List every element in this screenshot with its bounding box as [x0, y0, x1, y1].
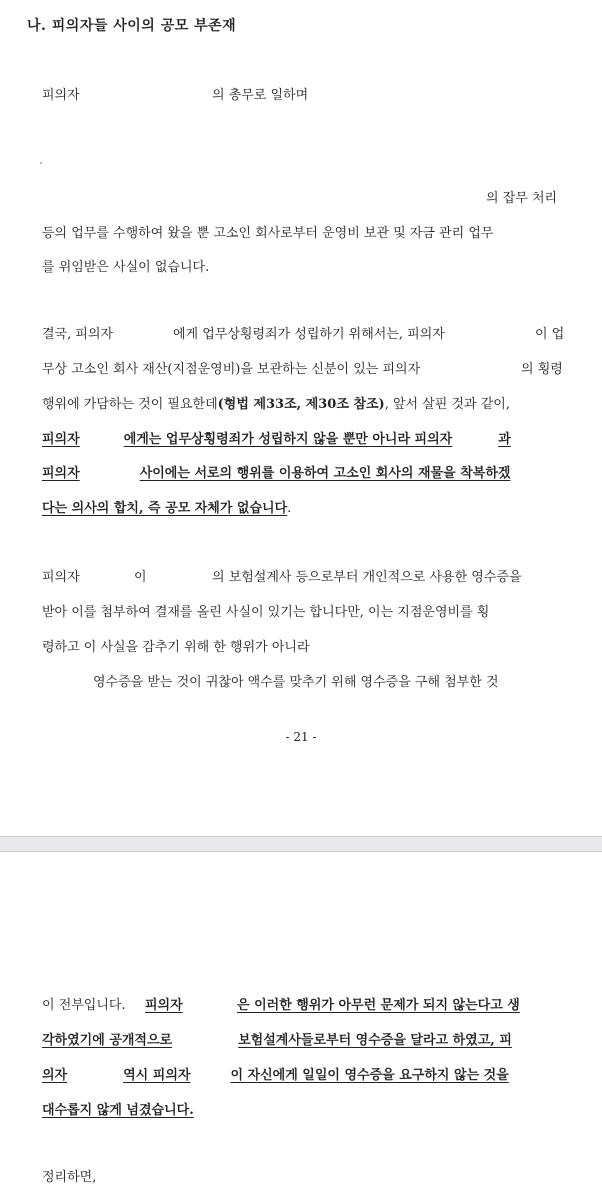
paragraph-line	[42, 432, 511, 448]
text-run: .	[287, 501, 292, 516]
text-run: 이 업	[535, 327, 565, 342]
emphasis-text: 보험설계사들로부터 영수증을 달라고 하였고, 피	[238, 1033, 512, 1048]
emphasis-text: 피의자	[42, 432, 80, 447]
text-run: 피의자	[42, 88, 80, 103]
paragraph-line: 의 잡무 처리	[486, 191, 558, 206]
text-run: 무상 고소인 회사 재산(지점운영비)을 보관하는 신분이 있는 피의자	[42, 362, 421, 377]
text-run: 피의자	[42, 570, 80, 585]
emphasis-text: 사이에는 서로의 행위를 이용하여 고소인 회사의 재물을 착복하겠	[139, 466, 511, 481]
emphasis-text: 대수롭지 않게 넘겼습니다.	[42, 1103, 194, 1118]
text-run: 행위에 가담하는 것이 필요한데	[42, 397, 218, 412]
emphasis-text: 이 자신에게 일일이 영수증을 요구하지 않는 것을	[230, 1068, 509, 1083]
paragraph-line	[42, 466, 510, 482]
emphasis-text: 각하였기에 공개적으로	[42, 1033, 173, 1048]
paragraph-line	[42, 998, 520, 1014]
paragraph-line: 정리하면,	[42, 1170, 97, 1185]
text-run: 결국, 피의자	[42, 327, 114, 342]
emphasis-text: 역시 피의자	[123, 1068, 191, 1083]
text-run: , 앞서 살핀 것과 같이,	[384, 397, 510, 412]
text-run: 의 총무로 일하며	[212, 88, 309, 103]
legal-citation: (형법 제33조, 제30조 참조)	[217, 397, 385, 412]
paragraph-line	[42, 397, 510, 413]
emphasis-text: 과	[498, 432, 511, 447]
paragraph-line: 등의 업무를 수행하여 왔을 뿐 고소인 회사로부터 운영비 보관 및 자금 관리 업무	[42, 226, 494, 241]
paragraph-line: 영수증을 받는 것이 귀찮아 액수를 맞추기 위해 영수증을 구해 첨부한 것	[93, 675, 499, 690]
paragraph-line	[42, 362, 563, 378]
document-page-22	[0, 852, 602, 1194]
emphasis-text: 피의자	[145, 998, 183, 1013]
text-run: 의 보험설계사 등으로부터 개인적으로 사용한 영수증을	[212, 570, 522, 585]
paragraph-line	[42, 1103, 194, 1119]
text-run: 의 횡령	[521, 362, 563, 377]
emphasis-text: 다는 의사의 합치, 즉 공모 자체가 없습니다	[42, 501, 288, 516]
page-separator	[0, 836, 602, 852]
paragraph-line: 를 위임받은 사실이 없습니다.	[42, 260, 210, 275]
stray-mark	[40, 162, 42, 164]
emphasis-text: 피의자	[42, 466, 80, 481]
paragraph-line	[42, 1033, 512, 1049]
paragraph-line	[42, 327, 565, 343]
text-run: 이	[134, 570, 147, 585]
paragraph-line	[42, 88, 309, 104]
section-heading: 나. 피의자들 사이의 공모 부존재	[27, 18, 237, 34]
paragraph-line	[42, 570, 522, 586]
paragraph-line	[42, 1068, 509, 1084]
emphasis-text: 의자	[42, 1068, 68, 1083]
paragraph-line: 령하고 이 사실을 감추기 위해 한 행위가 아니라	[42, 640, 310, 655]
text-run: 이 전부입니다.	[42, 998, 126, 1013]
text-run: 에게 업무상횡령죄가 성립하기 위해서는, 피의자	[173, 327, 445, 342]
paragraph-line: 받아 이를 첨부하여 결재를 올린 사실이 있기는 합니다만, 이는 지점운영비를 횡	[42, 605, 490, 620]
emphasis-text: 은 이러한 행위가 아무런 문제가 되지 않는다고 생	[237, 998, 520, 1013]
page-number: - 21 -	[285, 730, 317, 744]
paragraph-line	[42, 501, 291, 517]
emphasis-text: 에게는 업무상횡령죄가 성립하지 않을 뿐만 아니라 피의자	[123, 432, 453, 447]
